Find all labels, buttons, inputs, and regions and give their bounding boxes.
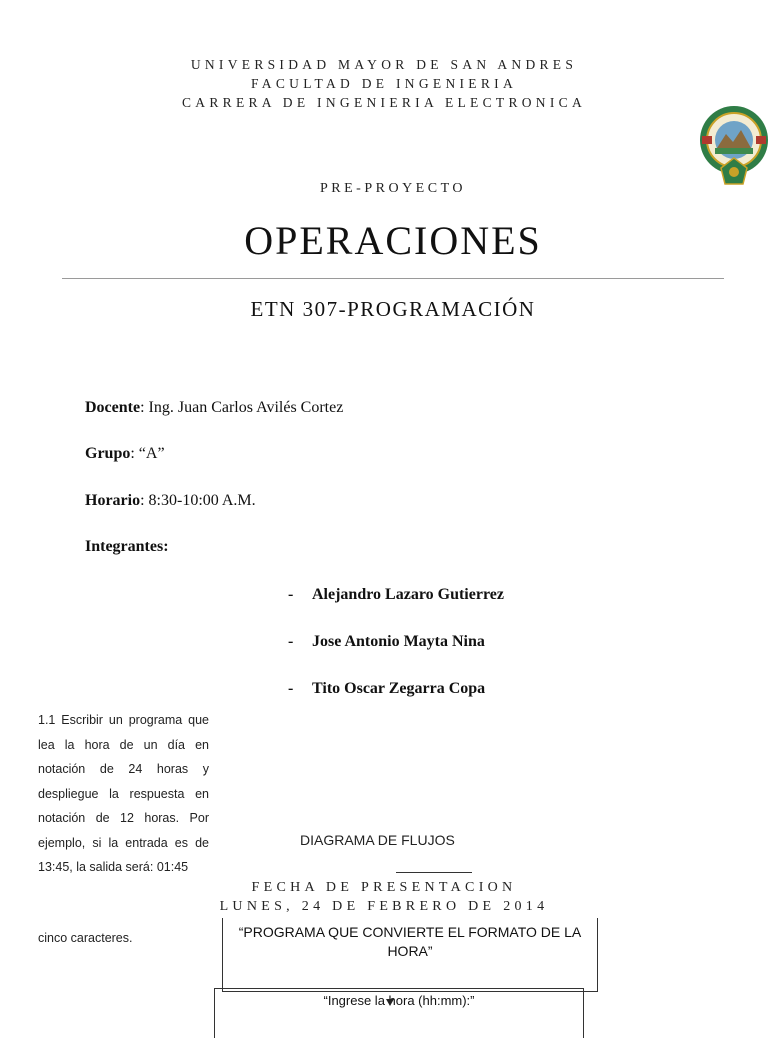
horario-value: : 8:30-10:00 A.M.	[140, 492, 256, 509]
flowchart-arrow-icon	[386, 999, 394, 1006]
flowchart-box-input	[214, 988, 584, 1038]
member-item	[288, 680, 485, 698]
title-divider	[62, 278, 724, 279]
grupo-field	[85, 445, 165, 463]
integrantes-field	[85, 538, 169, 556]
date-value: LUNES, 24 DE FEBRERO DE 2014	[219, 899, 549, 914]
member-name: Jose Antonio Mayta Nina	[312, 633, 485, 650]
member-bullet: -	[288, 680, 294, 697]
career-name: CARRERA DE INGENIERIA ELECTRONICA	[181, 95, 587, 110]
member-item	[288, 633, 485, 651]
flowchart-box-title	[222, 918, 598, 992]
member-bullet: -	[288, 633, 294, 650]
member-name: Tito Oscar Zegarra Copa	[312, 680, 486, 697]
flowchart-box-input-text: “Ingrese la hora (hh:mm):”	[323, 993, 475, 1008]
university-seal-logo	[699, 100, 768, 192]
flowchart-start-line	[396, 872, 472, 873]
document-title: OPERACIONES	[244, 218, 542, 263]
faculty-name: FACULTAD DE INGENIERIA	[250, 76, 517, 91]
course-name: ETN 307-PROGRAMACIÓN	[250, 297, 536, 321]
member-item	[288, 586, 504, 604]
docente-field	[85, 399, 343, 417]
integrantes-label: Integrantes:	[85, 538, 169, 555]
horario-label: Horario	[85, 492, 141, 509]
docente-label: Docente	[85, 399, 141, 416]
grupo-value: : “A”	[130, 445, 165, 462]
grupo-label: Grupo	[85, 445, 131, 462]
flowchart-box-title-text: “PROGRAMA QUE CONVIERTE EL FORMATO DE LA HORA”	[238, 924, 582, 959]
member-bullet: -	[288, 586, 294, 603]
horario-field	[85, 492, 256, 510]
flowchart-title: DIAGRAMA DE FLUJOS	[300, 832, 455, 848]
exercise-text-end: cinco caracteres.	[38, 931, 133, 945]
exercise-text: 1.1 Escribir un programa que lea la hora de un día en notación de 24 horas y despliegue la respuesta en notación de 12 horas. Por ejemplo, si la entrada es de 13:45, la salida será: 01:45	[38, 713, 209, 874]
document-type-label: PRE-PROYECTO	[320, 181, 466, 196]
docente-value: : Ing. Juan Carlos Avilés Cortez	[140, 399, 344, 416]
member-name: Alejandro Lazaro Gutierrez	[312, 586, 504, 603]
university-name: UNIVERSIDAD MAYOR DE SAN ANDRES	[190, 57, 578, 72]
date-label: FECHA DE PRESENTACION	[251, 880, 517, 895]
